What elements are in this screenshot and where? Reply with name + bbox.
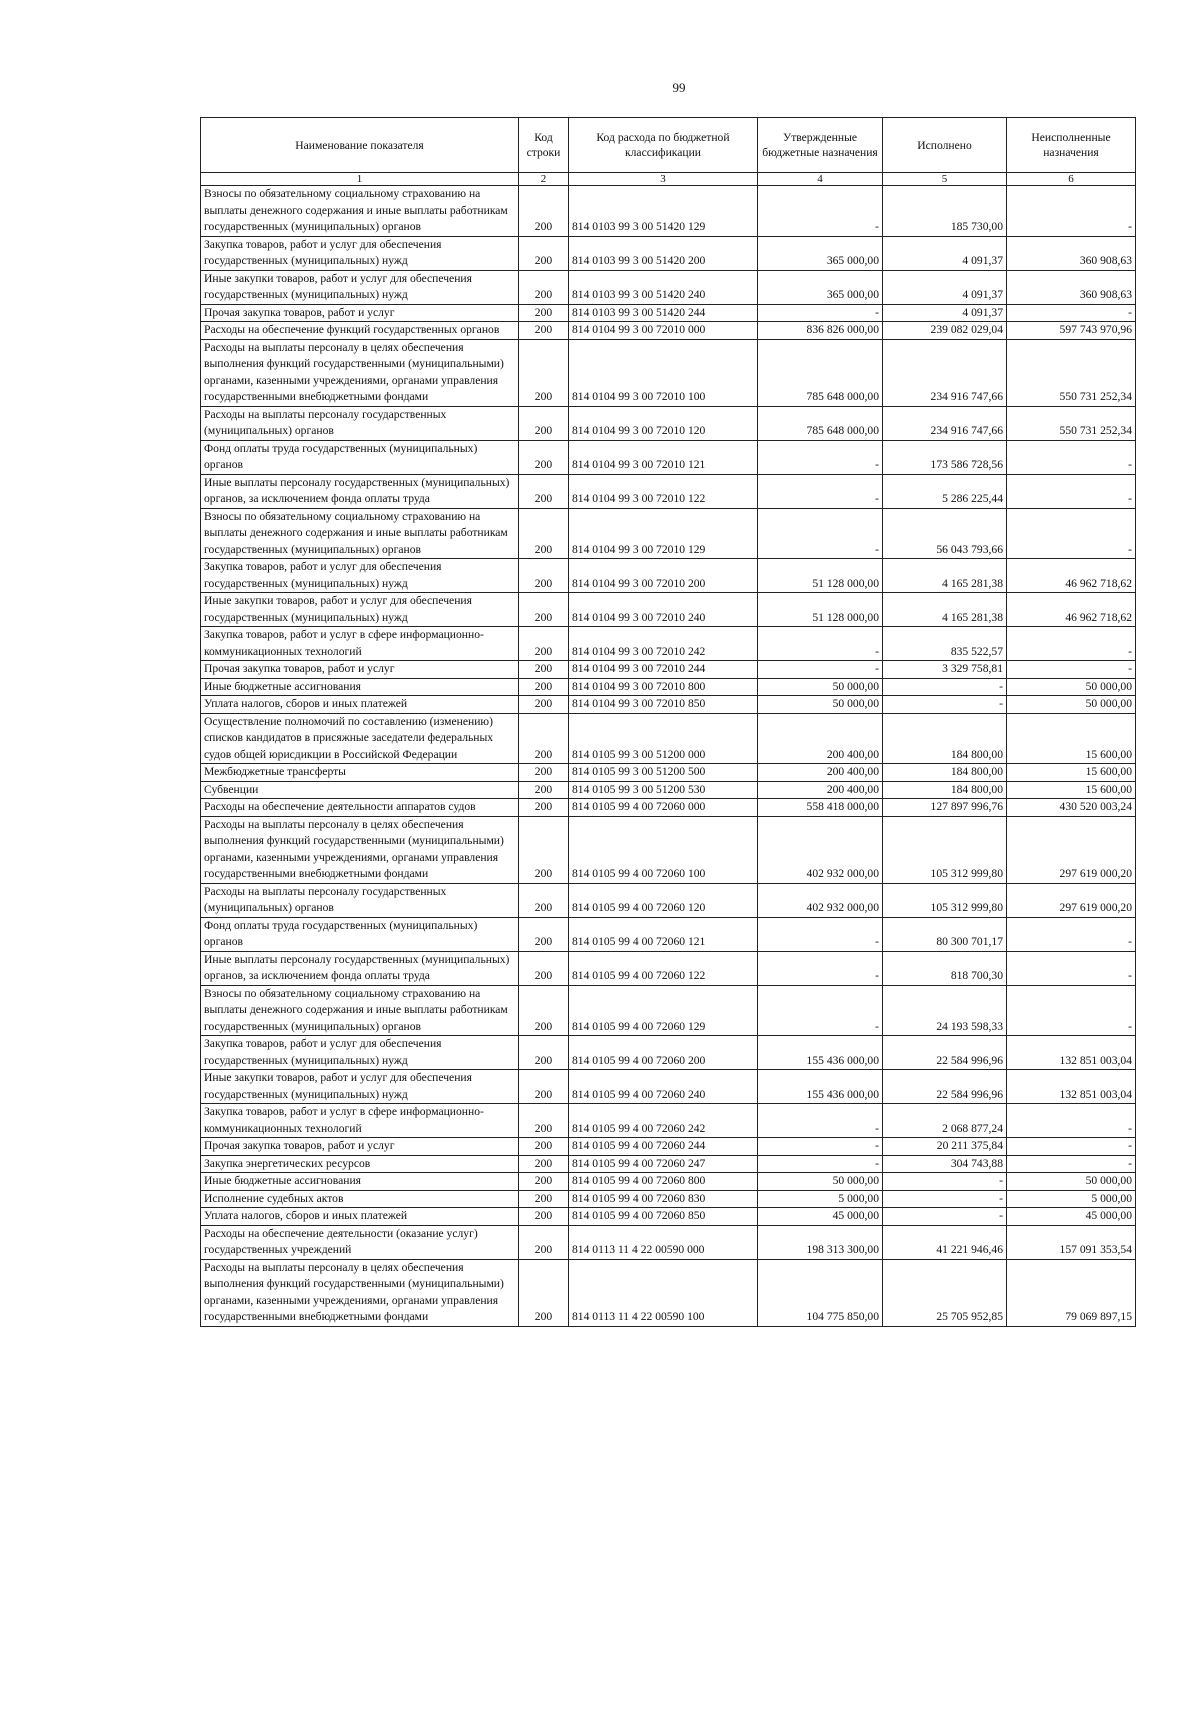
column-number: 4 xyxy=(758,173,883,186)
row-executed: 41 221 946,46 xyxy=(883,1225,1007,1259)
table-row xyxy=(201,1173,1136,1191)
row-classification-code: 814 0105 99 4 00 72060 121 xyxy=(569,917,758,951)
row-line-code: 200 xyxy=(519,985,569,1036)
row-line-code: 200 xyxy=(519,764,569,782)
table-row xyxy=(201,917,1136,951)
row-approved: - xyxy=(758,474,883,508)
row-remaining: 550 731 252,34 xyxy=(1007,339,1136,406)
row-approved: - xyxy=(758,1104,883,1138)
row-executed: 25 705 952,85 xyxy=(883,1259,1007,1326)
row-line-code: 200 xyxy=(519,1259,569,1326)
row-remaining: 430 520 003,24 xyxy=(1007,799,1136,817)
row-name: Субвенции xyxy=(201,781,519,799)
row-line-code: 200 xyxy=(519,593,569,627)
row-name: Закупка товаров, работ и услуг в сфере информационно-коммуникационных технологий xyxy=(201,627,519,661)
row-remaining: 360 908,63 xyxy=(1007,236,1136,270)
row-approved: 365 000,00 xyxy=(758,236,883,270)
row-classification-code: 814 0105 99 4 00 72060 100 xyxy=(569,816,758,883)
row-classification-code: 814 0105 99 4 00 72060 242 xyxy=(569,1104,758,1138)
row-approved: - xyxy=(758,985,883,1036)
row-approved: 50 000,00 xyxy=(758,678,883,696)
column-number: 5 xyxy=(883,173,1007,186)
row-line-code: 200 xyxy=(519,304,569,322)
table-row xyxy=(201,781,1136,799)
row-name: Иные закупки товаров, работ и услуг для обеспечения государственных (муниципальных) нужд xyxy=(201,1070,519,1104)
row-name: Закупка товаров, работ и услуг для обеспечения государственных (муниципальных) нужд xyxy=(201,559,519,593)
row-remaining: - xyxy=(1007,474,1136,508)
row-executed: 4 091,37 xyxy=(883,304,1007,322)
row-line-code: 200 xyxy=(519,236,569,270)
row-executed: 184 800,00 xyxy=(883,713,1007,764)
row-name: Расходы на выплаты персоналу государственных (муниципальных) органов xyxy=(201,406,519,440)
row-remaining: 45 000,00 xyxy=(1007,1208,1136,1226)
row-line-code: 200 xyxy=(519,1070,569,1104)
row-line-code: 200 xyxy=(519,508,569,559)
table-row xyxy=(201,1155,1136,1173)
row-executed: 173 586 728,56 xyxy=(883,440,1007,474)
row-approved: - xyxy=(758,917,883,951)
row-approved: 200 400,00 xyxy=(758,764,883,782)
row-approved: 402 932 000,00 xyxy=(758,816,883,883)
row-executed: 105 312 999,80 xyxy=(883,816,1007,883)
row-line-code: 200 xyxy=(519,1036,569,1070)
column-number: 6 xyxy=(1007,173,1136,186)
table-row xyxy=(201,1208,1136,1226)
row-executed: - xyxy=(883,1208,1007,1226)
row-executed: 818 700,30 xyxy=(883,951,1007,985)
row-executed: 234 916 747,66 xyxy=(883,339,1007,406)
row-line-code: 200 xyxy=(519,440,569,474)
row-executed: 20 211 375,84 xyxy=(883,1138,1007,1156)
header-executed: Исполнено xyxy=(883,118,1007,173)
row-remaining: 79 069 897,15 xyxy=(1007,1259,1136,1326)
row-line-code: 200 xyxy=(519,1208,569,1226)
row-classification-code: 814 0104 99 3 00 72010 122 xyxy=(569,474,758,508)
row-classification-code: 814 0105 99 4 00 72060 200 xyxy=(569,1036,758,1070)
row-name: Иные выплаты персоналу государственных (муниципальных) органов, за исключением фонда оплаты труда xyxy=(201,474,519,508)
row-approved: 5 000,00 xyxy=(758,1190,883,1208)
row-line-code: 200 xyxy=(519,816,569,883)
row-approved: 836 826 000,00 xyxy=(758,322,883,340)
row-name: Иные выплаты персоналу государственных (муниципальных) органов, за исключением фонда оплаты труда xyxy=(201,951,519,985)
row-approved: 402 932 000,00 xyxy=(758,883,883,917)
table-row xyxy=(201,406,1136,440)
table-row xyxy=(201,186,1136,237)
row-approved: - xyxy=(758,304,883,322)
table-row xyxy=(201,440,1136,474)
row-name: Взносы по обязательному социальному страхованию на выплаты денежного содержания и иные выплаты работникам государственных (муниципальных) органов xyxy=(201,985,519,1036)
row-approved: 200 400,00 xyxy=(758,713,883,764)
table-body xyxy=(201,186,1136,1327)
row-approved: 785 648 000,00 xyxy=(758,406,883,440)
row-line-code: 200 xyxy=(519,1190,569,1208)
row-remaining: - xyxy=(1007,661,1136,679)
table-row xyxy=(201,236,1136,270)
row-classification-code: 814 0105 99 4 00 72060 800 xyxy=(569,1173,758,1191)
row-approved: - xyxy=(758,440,883,474)
row-approved: - xyxy=(758,508,883,559)
table-row xyxy=(201,1138,1136,1156)
row-approved: 51 128 000,00 xyxy=(758,593,883,627)
table-row xyxy=(201,593,1136,627)
row-remaining: 297 619 000,20 xyxy=(1007,816,1136,883)
row-name: Взносы по обязательному социальному страхованию на выплаты денежного содержания и иные выплаты работникам государственных (муниципальных) органов xyxy=(201,508,519,559)
row-line-code: 200 xyxy=(519,1138,569,1156)
row-remaining: 50 000,00 xyxy=(1007,696,1136,714)
row-classification-code: 814 0104 99 3 00 72010 200 xyxy=(569,559,758,593)
row-classification-code: 814 0105 99 4 00 72060 000 xyxy=(569,799,758,817)
row-classification-code: 814 0105 99 4 00 72060 240 xyxy=(569,1070,758,1104)
table-row xyxy=(201,1225,1136,1259)
row-remaining: 15 600,00 xyxy=(1007,764,1136,782)
row-executed: 4 165 281,38 xyxy=(883,593,1007,627)
table-row xyxy=(201,1070,1136,1104)
row-line-code: 200 xyxy=(519,474,569,508)
table-row xyxy=(201,474,1136,508)
row-remaining: 50 000,00 xyxy=(1007,1173,1136,1191)
row-remaining: 46 962 718,62 xyxy=(1007,559,1136,593)
row-line-code: 200 xyxy=(519,713,569,764)
table-row xyxy=(201,713,1136,764)
table-row xyxy=(201,1104,1136,1138)
row-approved: 558 418 000,00 xyxy=(758,799,883,817)
table-row xyxy=(201,339,1136,406)
row-name: Фонд оплаты труда государственных (муниципальных) органов xyxy=(201,917,519,951)
table-row xyxy=(201,304,1136,322)
row-name: Уплата налогов, сборов и иных платежей xyxy=(201,1208,519,1226)
row-remaining: 297 619 000,20 xyxy=(1007,883,1136,917)
table-row xyxy=(201,951,1136,985)
row-executed: 56 043 793,66 xyxy=(883,508,1007,559)
row-name: Прочая закупка товаров, работ и услуг xyxy=(201,1138,519,1156)
row-line-code: 200 xyxy=(519,661,569,679)
row-remaining: 157 091 353,54 xyxy=(1007,1225,1136,1259)
row-classification-code: 814 0105 99 4 00 72060 830 xyxy=(569,1190,758,1208)
row-approved: - xyxy=(758,951,883,985)
row-classification-code: 814 0113 11 4 22 00590 100 xyxy=(569,1259,758,1326)
row-line-code: 200 xyxy=(519,678,569,696)
row-line-code: 200 xyxy=(519,696,569,714)
row-name: Иные бюджетные ассигнования xyxy=(201,678,519,696)
row-line-code: 200 xyxy=(519,799,569,817)
row-executed: - xyxy=(883,1173,1007,1191)
table-row xyxy=(201,661,1136,679)
row-name: Расходы на обеспечение функций государственных органов xyxy=(201,322,519,340)
row-classification-code: 814 0105 99 4 00 72060 850 xyxy=(569,1208,758,1226)
row-classification-code: 814 0105 99 4 00 72060 122 xyxy=(569,951,758,985)
row-line-code: 200 xyxy=(519,951,569,985)
row-classification-code: 814 0103 99 3 00 51420 200 xyxy=(569,236,758,270)
row-remaining: - xyxy=(1007,627,1136,661)
table-row xyxy=(201,764,1136,782)
budget-execution-table xyxy=(200,117,1136,1327)
table-row xyxy=(201,1036,1136,1070)
row-classification-code: 814 0104 99 3 00 72010 121 xyxy=(569,440,758,474)
table-row xyxy=(201,1259,1136,1326)
row-classification-code: 814 0103 99 3 00 51420 244 xyxy=(569,304,758,322)
row-executed: 5 286 225,44 xyxy=(883,474,1007,508)
header-indicator-name: Наименование показателя xyxy=(201,118,519,173)
row-line-code: 200 xyxy=(519,406,569,440)
row-remaining: - xyxy=(1007,1155,1136,1173)
row-approved: 104 775 850,00 xyxy=(758,1259,883,1326)
column-number-row xyxy=(201,173,1136,186)
row-executed: 22 584 996,96 xyxy=(883,1036,1007,1070)
row-remaining: 15 600,00 xyxy=(1007,781,1136,799)
row-executed: 234 916 747,66 xyxy=(883,406,1007,440)
row-remaining: - xyxy=(1007,985,1136,1036)
row-approved: 50 000,00 xyxy=(758,1173,883,1191)
row-classification-code: 814 0105 99 4 00 72060 247 xyxy=(569,1155,758,1173)
row-remaining: 46 962 718,62 xyxy=(1007,593,1136,627)
row-name: Закупка энергетических ресурсов xyxy=(201,1155,519,1173)
row-executed: 835 522,57 xyxy=(883,627,1007,661)
row-classification-code: 814 0104 99 3 00 72010 242 xyxy=(569,627,758,661)
row-line-code: 200 xyxy=(519,1104,569,1138)
row-executed: 127 897 996,76 xyxy=(883,799,1007,817)
row-approved: 200 400,00 xyxy=(758,781,883,799)
row-name: Уплата налогов, сборов и иных платежей xyxy=(201,696,519,714)
row-approved: 45 000,00 xyxy=(758,1208,883,1226)
row-remaining: 50 000,00 xyxy=(1007,678,1136,696)
row-approved: 785 648 000,00 xyxy=(758,339,883,406)
row-classification-code: 814 0105 99 4 00 72060 129 xyxy=(569,985,758,1036)
row-name: Расходы на выплаты персоналу в целях обеспечения выполнения функций государственными (муниципальными) органами, казенными учреждениями, органами управления государственными внебюджетными фондами xyxy=(201,816,519,883)
row-remaining: 15 600,00 xyxy=(1007,713,1136,764)
row-approved: 198 313 300,00 xyxy=(758,1225,883,1259)
table-row xyxy=(201,508,1136,559)
row-name: Прочая закупка товаров, работ и услуг xyxy=(201,304,519,322)
row-classification-code: 814 0104 99 3 00 72010 850 xyxy=(569,696,758,714)
row-approved: - xyxy=(758,186,883,237)
row-executed: 184 800,00 xyxy=(883,781,1007,799)
row-executed: 239 082 029,04 xyxy=(883,322,1007,340)
row-executed: 4 091,37 xyxy=(883,236,1007,270)
row-name: Взносы по обязательному социальному страхованию на выплаты денежного содержания и иные выплаты работникам государственных (муниципальных) органов xyxy=(201,186,519,237)
row-remaining: - xyxy=(1007,440,1136,474)
row-classification-code: 814 0104 99 3 00 72010 129 xyxy=(569,508,758,559)
row-executed: 184 800,00 xyxy=(883,764,1007,782)
row-name: Закупка товаров, работ и услуг для обеспечения государственных (муниципальных) нужд xyxy=(201,1036,519,1070)
row-approved: 155 436 000,00 xyxy=(758,1070,883,1104)
row-executed: 105 312 999,80 xyxy=(883,883,1007,917)
row-remaining: - xyxy=(1007,951,1136,985)
table-row xyxy=(201,1190,1136,1208)
row-approved: - xyxy=(758,1155,883,1173)
row-name: Расходы на выплаты персоналу государственных (муниципальных) органов xyxy=(201,883,519,917)
header-line-code: Код строки xyxy=(519,118,569,173)
row-line-code: 200 xyxy=(519,339,569,406)
row-approved: 50 000,00 xyxy=(758,696,883,714)
row-line-code: 200 xyxy=(519,559,569,593)
row-remaining: 360 908,63 xyxy=(1007,270,1136,304)
row-classification-code: 814 0104 99 3 00 72010 000 xyxy=(569,322,758,340)
table-row xyxy=(201,883,1136,917)
row-line-code: 200 xyxy=(519,186,569,237)
row-line-code: 200 xyxy=(519,627,569,661)
table-row xyxy=(201,627,1136,661)
row-name: Межбюджетные трансферты xyxy=(201,764,519,782)
row-remaining: - xyxy=(1007,186,1136,237)
row-classification-code: 814 0113 11 4 22 00590 000 xyxy=(569,1225,758,1259)
row-classification-code: 814 0104 99 3 00 72010 800 xyxy=(569,678,758,696)
row-name: Расходы на обеспечение деятельности аппаратов судов xyxy=(201,799,519,817)
header-remaining: Неисполненные назначения xyxy=(1007,118,1136,173)
row-classification-code: 814 0104 99 3 00 72010 240 xyxy=(569,593,758,627)
row-classification-code: 814 0103 99 3 00 51420 240 xyxy=(569,270,758,304)
row-classification-code: 814 0104 99 3 00 72010 100 xyxy=(569,339,758,406)
row-executed: 4 165 281,38 xyxy=(883,559,1007,593)
header-classification-code: Код расхода по бюджетной классификации xyxy=(569,118,758,173)
row-remaining: 550 731 252,34 xyxy=(1007,406,1136,440)
row-line-code: 200 xyxy=(519,270,569,304)
table-row xyxy=(201,270,1136,304)
page-number: 99 xyxy=(672,80,686,95)
row-name: Фонд оплаты труда государственных (муниципальных) органов xyxy=(201,440,519,474)
header-approved: Утвержденные бюджетные назначения xyxy=(758,118,883,173)
row-executed: - xyxy=(883,696,1007,714)
table-header-row xyxy=(201,118,1136,173)
row-name: Иные закупки товаров, работ и услуг для обеспечения государственных (муниципальных) нужд xyxy=(201,270,519,304)
row-executed: - xyxy=(883,678,1007,696)
row-executed: 80 300 701,17 xyxy=(883,917,1007,951)
row-approved: - xyxy=(758,661,883,679)
row-name: Прочая закупка товаров, работ и услуг xyxy=(201,661,519,679)
row-remaining: - xyxy=(1007,917,1136,951)
row-classification-code: 814 0105 99 4 00 72060 120 xyxy=(569,883,758,917)
row-classification-code: 814 0104 99 3 00 72010 120 xyxy=(569,406,758,440)
row-classification-code: 814 0103 99 3 00 51420 129 xyxy=(569,186,758,237)
column-number: 2 xyxy=(519,173,569,186)
row-remaining: - xyxy=(1007,304,1136,322)
row-classification-code: 814 0105 99 3 00 51200 530 xyxy=(569,781,758,799)
row-remaining: 5 000,00 xyxy=(1007,1190,1136,1208)
row-approved: 365 000,00 xyxy=(758,270,883,304)
column-number: 1 xyxy=(201,173,519,186)
row-name: Расходы на выплаты персоналу в целях обеспечения выполнения функций государственными (муниципальными) органами, казенными учреждениями, органами управления государственными внебюджетными фондами xyxy=(201,1259,519,1326)
row-remaining: - xyxy=(1007,1138,1136,1156)
row-line-code: 200 xyxy=(519,781,569,799)
table-row xyxy=(201,322,1136,340)
row-approved: 155 436 000,00 xyxy=(758,1036,883,1070)
row-line-code: 200 xyxy=(519,1155,569,1173)
row-classification-code: 814 0105 99 4 00 72060 244 xyxy=(569,1138,758,1156)
row-name: Расходы на обеспечение деятельности (оказание услуг) государственных учреждений xyxy=(201,1225,519,1259)
row-executed: 3 329 758,81 xyxy=(883,661,1007,679)
row-approved: 51 128 000,00 xyxy=(758,559,883,593)
row-name: Иные закупки товаров, работ и услуг для обеспечения государственных (муниципальных) нужд xyxy=(201,593,519,627)
row-classification-code: 814 0105 99 3 00 51200 500 xyxy=(569,764,758,782)
row-remaining: 132 851 003,04 xyxy=(1007,1070,1136,1104)
row-classification-code: 814 0105 99 3 00 51200 000 xyxy=(569,713,758,764)
row-line-code: 200 xyxy=(519,1225,569,1259)
table-row xyxy=(201,985,1136,1036)
row-classification-code: 814 0104 99 3 00 72010 244 xyxy=(569,661,758,679)
row-remaining: 597 743 970,96 xyxy=(1007,322,1136,340)
row-name: Закупка товаров, работ и услуг в сфере информационно-коммуникационных технологий xyxy=(201,1104,519,1138)
row-name: Закупка товаров, работ и услуг для обеспечения государственных (муниципальных) нужд xyxy=(201,236,519,270)
table-row xyxy=(201,799,1136,817)
row-line-code: 200 xyxy=(519,883,569,917)
row-name: Иные бюджетные ассигнования xyxy=(201,1173,519,1191)
row-executed: 304 743,88 xyxy=(883,1155,1007,1173)
row-approved: - xyxy=(758,627,883,661)
row-remaining: - xyxy=(1007,508,1136,559)
row-executed: 2 068 877,24 xyxy=(883,1104,1007,1138)
column-number: 3 xyxy=(569,173,758,186)
table-row xyxy=(201,816,1136,883)
table-row xyxy=(201,559,1136,593)
row-line-code: 200 xyxy=(519,1173,569,1191)
table-row xyxy=(201,696,1136,714)
row-executed: 22 584 996,96 xyxy=(883,1070,1007,1104)
row-name: Исполнение судебных актов xyxy=(201,1190,519,1208)
row-name: Осуществление полномочий по составлению (изменению) списков кандидатов в присяжные заседатели федеральных судов общей юрисдикции в Российской Федерации xyxy=(201,713,519,764)
table-row xyxy=(201,678,1136,696)
row-name: Расходы на выплаты персоналу в целях обеспечения выполнения функций государственными (муниципальными) органами, казенными учреждениями, органами управления государственными внебюджетными фондами xyxy=(201,339,519,406)
row-executed: 4 091,37 xyxy=(883,270,1007,304)
row-executed: - xyxy=(883,1190,1007,1208)
row-executed: 24 193 598,33 xyxy=(883,985,1007,1036)
row-remaining: - xyxy=(1007,1104,1136,1138)
row-remaining: 132 851 003,04 xyxy=(1007,1036,1136,1070)
row-line-code: 200 xyxy=(519,917,569,951)
row-executed: 185 730,00 xyxy=(883,186,1007,237)
row-line-code: 200 xyxy=(519,322,569,340)
row-approved: - xyxy=(758,1138,883,1156)
